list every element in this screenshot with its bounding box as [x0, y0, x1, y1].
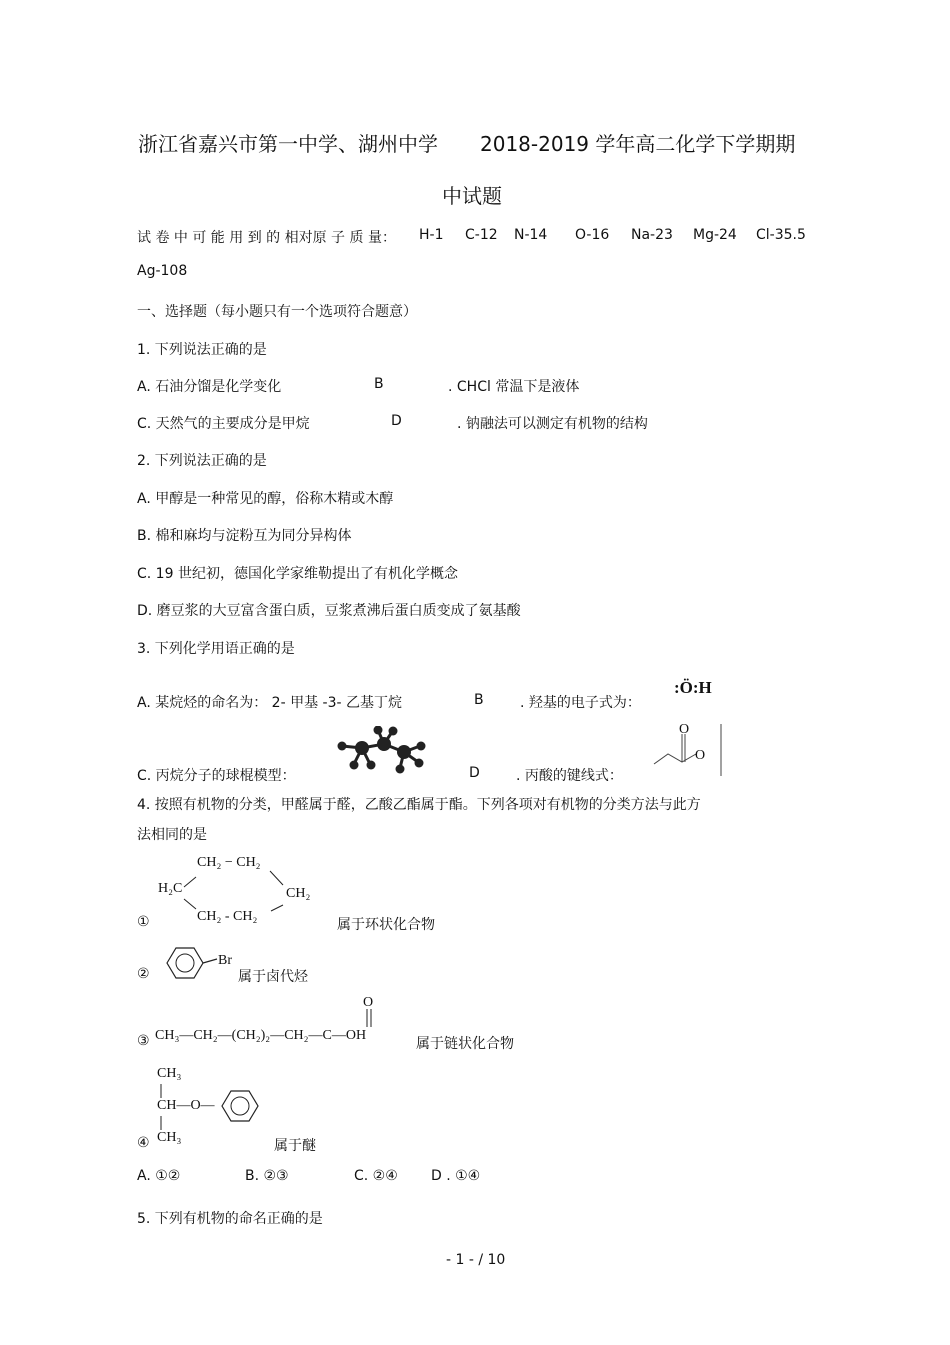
q1-option-a: A. 石油分馏是化学变化	[137, 379, 282, 395]
q4-stem-line2: 法相同的是	[137, 827, 207, 843]
q2-stem: 2. 下列说法正确的是	[137, 453, 267, 469]
ether-mid: CH—O—	[157, 1098, 215, 1113]
section-heading: 一、选择题（每小题只有一个选项符合题意）	[137, 304, 417, 320]
q4-option-c: C. ②④	[354, 1168, 398, 1184]
q3-option-c: C. 丙烷分子的球棍模型：	[137, 768, 296, 784]
ring-struct-top: CH₂ − CH₂	[197, 855, 261, 870]
q4-item3-text: 属于链状化合物	[416, 1036, 514, 1052]
atomic-mass-na: Na-23	[631, 227, 673, 243]
q3-stem: 3. 下列化学用语正确的是	[137, 641, 295, 657]
skeletal-formula-oxygen-2: O	[695, 748, 706, 763]
q1-option-d: . 钠融法可以测定有机物的结构	[457, 416, 648, 432]
q4-item2-num: ②	[137, 966, 150, 982]
q4-option-b: B. ②③	[245, 1168, 289, 1184]
q3-option-b-letter: B	[474, 692, 484, 708]
bromine-substituent: Br	[218, 953, 232, 968]
q4-item1-num: ①	[137, 914, 150, 930]
q4-item4-text: 属于醚	[274, 1138, 316, 1154]
q2-option-b: B. 棉和麻均与淀粉互为同分异构体	[137, 528, 352, 544]
q4-stem-line1: 4. 按照有机物的分类，甲醛属于醛，乙酸乙酯属于酯。下列各项对有机物的分类方法与此方	[137, 797, 701, 813]
q1-option-c: C. 天然气的主要成分是甲烷	[137, 416, 310, 432]
ring-struct-right: CH₂	[286, 886, 311, 901]
q4-option-a: A. ①②	[137, 1168, 181, 1184]
atomic-mass-h: H-1	[419, 227, 444, 243]
title-line1-left: 浙江省嘉兴市第一中学、湖州中学	[138, 132, 438, 156]
title-line1-right: 2018-2019 学年高二化学下学期期	[480, 132, 796, 156]
q2-option-d: D. 磨豆浆的大豆富含蛋白质，豆浆煮沸后蛋白质变成了氨基酸	[137, 603, 521, 619]
q4-item4-num: ④	[137, 1135, 150, 1151]
ether-bonds	[156, 1082, 276, 1134]
atomic-mass-cl: Cl-35.5	[756, 227, 806, 243]
q3-option-d-letter: D	[469, 765, 480, 781]
q1-stem: 1. 下列说法正确的是	[137, 342, 267, 358]
ether-top-methyl: CH₃	[157, 1066, 182, 1081]
ring-struct-left: H₂C	[158, 881, 183, 896]
q3-option-d: . 丙酸的键线式：	[516, 768, 623, 784]
ring-struct-bottom: CH₂ - CH₂	[197, 909, 258, 924]
ring-bonds	[178, 865, 293, 915]
atomic-mass-ag: Ag-108	[137, 263, 188, 279]
ether-bottom-methyl: CH₃	[157, 1130, 182, 1145]
q4-item1-text: 属于环状化合物	[337, 917, 435, 933]
carbonyl-double-bond	[364, 1009, 374, 1027]
carbonyl-oxygen: O	[363, 995, 374, 1010]
skeletal-formula-oxygen: O	[679, 722, 690, 737]
propane-ball-stick-model	[334, 726, 426, 774]
atomic-mass-mg: Mg-24	[693, 227, 737, 243]
propanoic-acid-skeletal-formula	[648, 722, 728, 778]
q4-option-d: D . ①④	[431, 1168, 481, 1184]
hydroxyl-electron-formula: :Ö:H	[674, 678, 712, 697]
q4-item3-num: ③	[137, 1033, 150, 1049]
q1-option-d-letter: D	[391, 413, 402, 429]
page-number: - 1 - / 10	[446, 1252, 506, 1268]
q2-option-a: A. 甲醇是一种常见的醇，俗称木精或木醇	[137, 491, 394, 507]
q2-option-c: C. 19 世纪初，德国化学家维勒提出了有机化学概念	[137, 566, 458, 582]
atomic-mass-label: 试 卷 中 可 能 用 到 的 相对原 子 质 量：	[137, 230, 396, 246]
title-line2: 中试题	[442, 184, 502, 208]
atomic-mass-c: C-12	[465, 227, 498, 243]
q1-option-b: . CHCl 常温下是液体	[448, 379, 580, 395]
q3-option-a: A. 某烷烃的命名为： 2- 甲基 -3- 乙基丁烷	[137, 695, 403, 711]
q1-option-b-letter: B	[374, 376, 384, 392]
q4-item2-text: 属于卤代烃	[238, 969, 308, 985]
acid-chain-formula: CH₃—CH₂—(CH₂)₂—CH₂—C—OH	[155, 1028, 367, 1043]
q3-option-b: . 羟基的电子式为：	[520, 695, 641, 711]
q5-stem: 5. 下列有机物的命名正确的是	[137, 1211, 323, 1227]
atomic-mass-n: N-14	[514, 227, 548, 243]
atomic-mass-o: O-16	[575, 227, 610, 243]
benzene-ring-icon	[157, 945, 219, 981]
